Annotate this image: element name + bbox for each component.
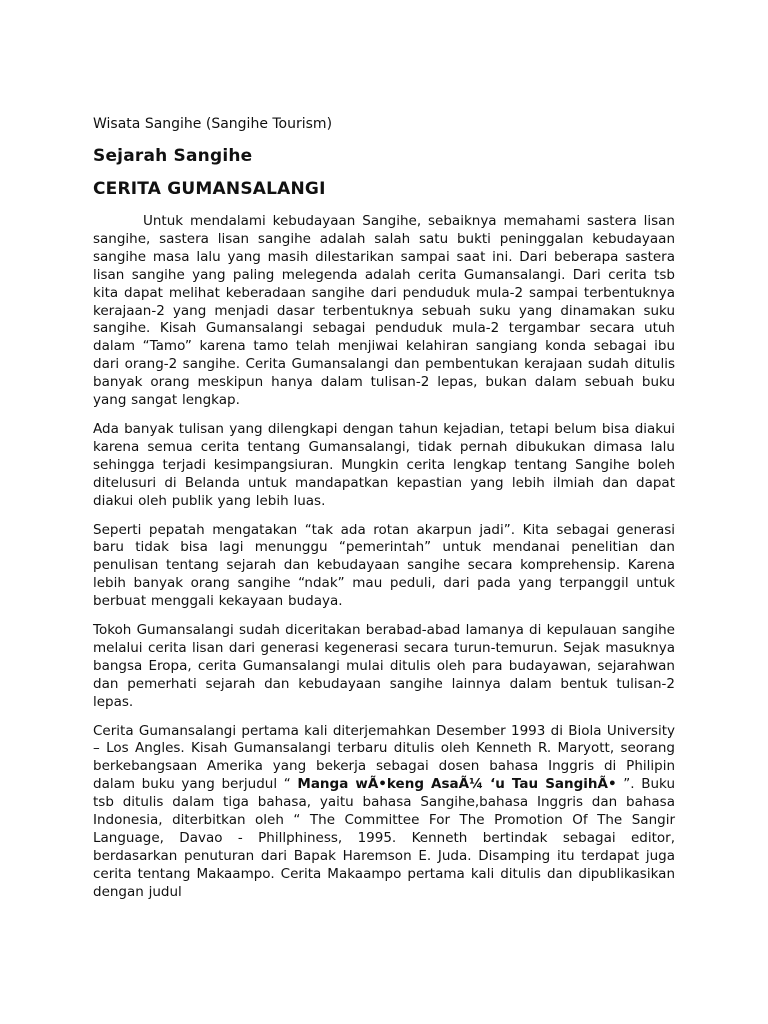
paragraph-1: Untuk mendalami kebudayaan Sangihe, sebaiknya memahami sastera lisan sangihe, sastera lisan sangihe adalah salah satu bukti peninggalan kebudayaan sangihe masa lalu yang masih dilestarikan sampai saat ini. Dari beberapa sastera lisan sangihe yang paling melegenda adalah cerita Gumansalangi. Dari cerita tsb kita dapat melihat keberadaan sangihe dari penduduk mula-2 sampai terbentuknya kerajaan-2 yang menjadi dasar terbentuknya sebuah suku yang dinamakan suku sangihe. Kisah Gumansalangi sebagai penduduk mula-2 tergambar secara utuh dalam “Tamo” karena tamo telah menjiwai kelahiran sangiang konda sebagai ibu dari orang-2 sangihe. Cerita Gumansalangi dan pembentukan kerajaan sudah ditulis banyak orang meskipun hanya dalam tulisan-2 lepas, bukan dalam sebuah buku yang sangat lengkap. — [93, 213, 675, 409]
page-title: Sejarah Sangihe — [93, 146, 253, 166]
paragraph-2: Ada banyak tulisan yang dilengkapi dengan tahun kejadian, tetapi belum bisa diakui karena semua cerita tentang Gumansalangi, tidak pernah dibukukan dimasa lalu sehingga terjadi kesimpangsiuran. Mungkin cerita lengkap tentang Sangihe boleh ditelusuri di Belanda untuk mandapatkan kepastian yang lebih ilmiah dan dapat diakui oleh publik yang lebih luas. — [93, 420, 675, 509]
paragraph-5 — [93, 723, 675, 902]
section-title: CERITA GUMANSALANGI — [93, 179, 326, 199]
book-title: Manga wÃ•keng AsaÃ¼ ‘u Tau SangihÃ• — [297, 776, 617, 793]
paragraph-5-text-after: ”. Buku tsb ditulis dalam tiga bahasa, yaitu bahasa Sangihe,bahasa Inggris dan bahasa Indonesia, diterbitkan oleh “ The Committee For The Promotion Of The Sangir Language, Davao - Phillphiness, 1995. Kenneth bertindak sebagai editor, berdasarkan penuturan dari Bapak Haremson E. Juda. Disamping itu terdapat juga cerita tentang Makaampo. Cerita Makaampo pertama kali ditulis dan dipublikasikan dengan judul — [93, 776, 676, 900]
paragraph-3: Seperti pepatah mengatakan “tak ada rotan akarpun jadi”. Kita sebagai generasi baru tidak bisa lagi menunggu “pemerintah” untuk mendanai penelitian dan penulisan tentang sejarah dan kebudayaan sangihe secara komprehensip. Karena lebih banyak orang sangihe “ndak” mau peduli, dari pada yang terpanggil untuk berbuat menggali kekayaan budaya. — [93, 521, 675, 610]
document-label: Wisata Sangihe (Sangihe Tourism) — [93, 116, 333, 132]
paragraph-4: Tokoh Gumansalangi sudah diceritakan berabad-abad lamanya di kepulauan sangihe melalui cerita lisan dari generasi kegenerasi secara turun-temurun. Sejak masuknya bangsa Eropa, cerita Gumansalangi mulai ditulis oleh para budayawan, sejarahwan dan pemerhati sejarah dan kebudayaan sangihe lainnya dalam bentuk tulisan-2 lepas. — [93, 622, 675, 710]
paragraph-5-text-before: Cerita Gumansalangi pertama kali diterjemahkan Desember 1993 di Biola University – Los Angles. Kisah Gumansalangi terbaru ditulis oleh Kenneth R. Maryott, seorang berkebangsaan Amerika yang bekerja sebagai dosen bahasa Inggris di Philipin dalam buku yang berjudul “ — [93, 722, 675, 793]
